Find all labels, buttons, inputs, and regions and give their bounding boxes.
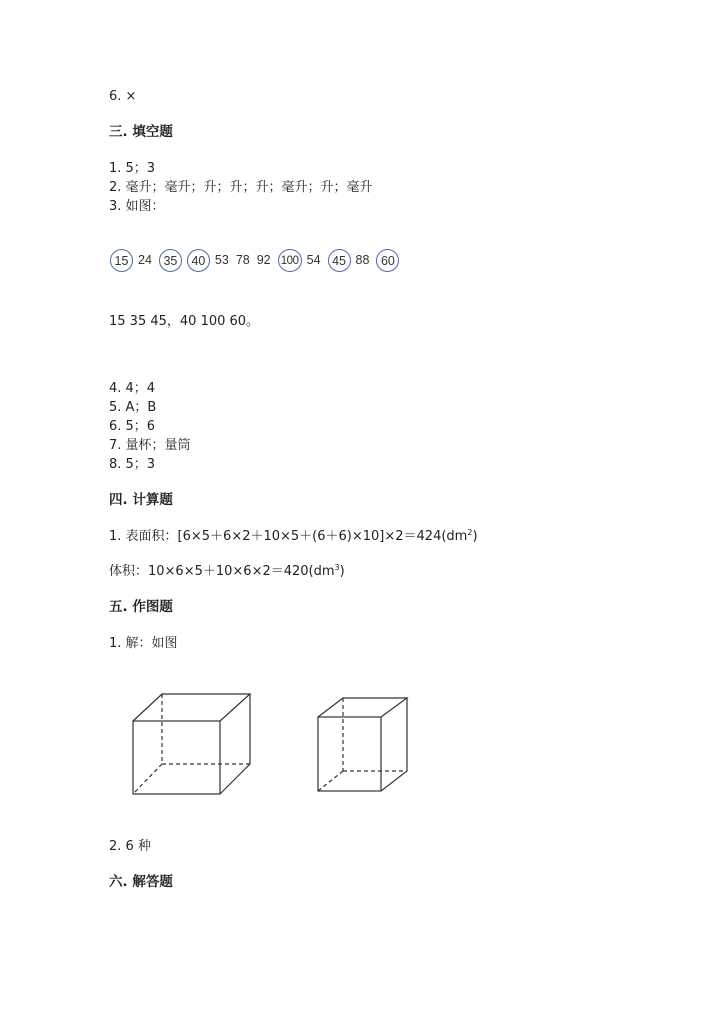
volume-text: 体积：10×6×5＋10×6×2＝420(dm (109, 564, 335, 579)
cube-front-face (318, 717, 381, 791)
circled-number: 35 (159, 249, 182, 272)
fill-answer-4: 4. 4；4 (109, 381, 156, 396)
plain-number: 54 (306, 253, 321, 267)
volume-formula (109, 564, 345, 580)
cuboid-drawing (128, 690, 258, 800)
drawing-answer-1: 1. 解：如图 (109, 636, 178, 651)
section-title-solutions: 六. 解答题 (109, 874, 173, 890)
cuboid-top-edges (133, 694, 250, 721)
surface-area-close: ) (472, 529, 478, 544)
section-title-fill-blank: 三. 填空题 (109, 124, 173, 140)
number-row (110, 246, 404, 274)
section-title-drawing: 五. 作图题 (109, 599, 173, 615)
surface-area-exponent: 2 (467, 528, 473, 537)
fill-answer-5: 5. A；B (109, 400, 157, 415)
volume-close: ) (339, 564, 345, 579)
circled-number: 60 (376, 249, 399, 272)
cube-drawing (314, 695, 414, 795)
plain-number: 92 (256, 253, 271, 267)
cuboid-hidden-depth (133, 764, 162, 794)
drawing-answer-2: 2. 6 种 (109, 839, 151, 854)
fill-answer-8: 8. 5；3 (109, 457, 156, 472)
surface-area-formula (109, 529, 478, 545)
fill-answer-2: 2. 毫升；毫升；升；升；升；毫升；升；毫升 (109, 180, 373, 195)
cube-hidden-depth (318, 771, 343, 791)
fill-answer-3: 3. 如图： (109, 199, 165, 214)
circled-number: 45 (328, 249, 351, 272)
circled-numbers-answer: 15 35 45，40 100 60。 (109, 314, 260, 329)
cuboid-front-face (133, 721, 220, 794)
surface-area-text: 1. 表面积：[6×5＋6×2＋10×5＋(6＋6)×10]×2＝424(dm (109, 529, 468, 544)
answer-6-cross: 6. × (109, 89, 137, 104)
cuboid-right-edges (220, 694, 250, 794)
circled-number: 15 (110, 249, 133, 272)
cube-right-edges (381, 698, 407, 791)
fill-answer-1: 1. 5；3 (109, 161, 156, 176)
plain-number: 24 (138, 253, 152, 267)
circled-number: 40 (187, 249, 210, 272)
fill-answer-6: 6. 5；6 (109, 419, 156, 434)
fill-answer-7: 7. 量杯；量筒 (109, 438, 191, 453)
section-title-calculation: 四. 计算题 (109, 492, 173, 508)
volume-exponent: 3 (334, 563, 340, 572)
plain-number: 78 (235, 253, 250, 267)
plain-number: 88 (355, 253, 370, 267)
cube-top-edges (318, 698, 407, 717)
circled-number: 100 (278, 249, 302, 272)
plain-number: 53 (214, 253, 229, 267)
